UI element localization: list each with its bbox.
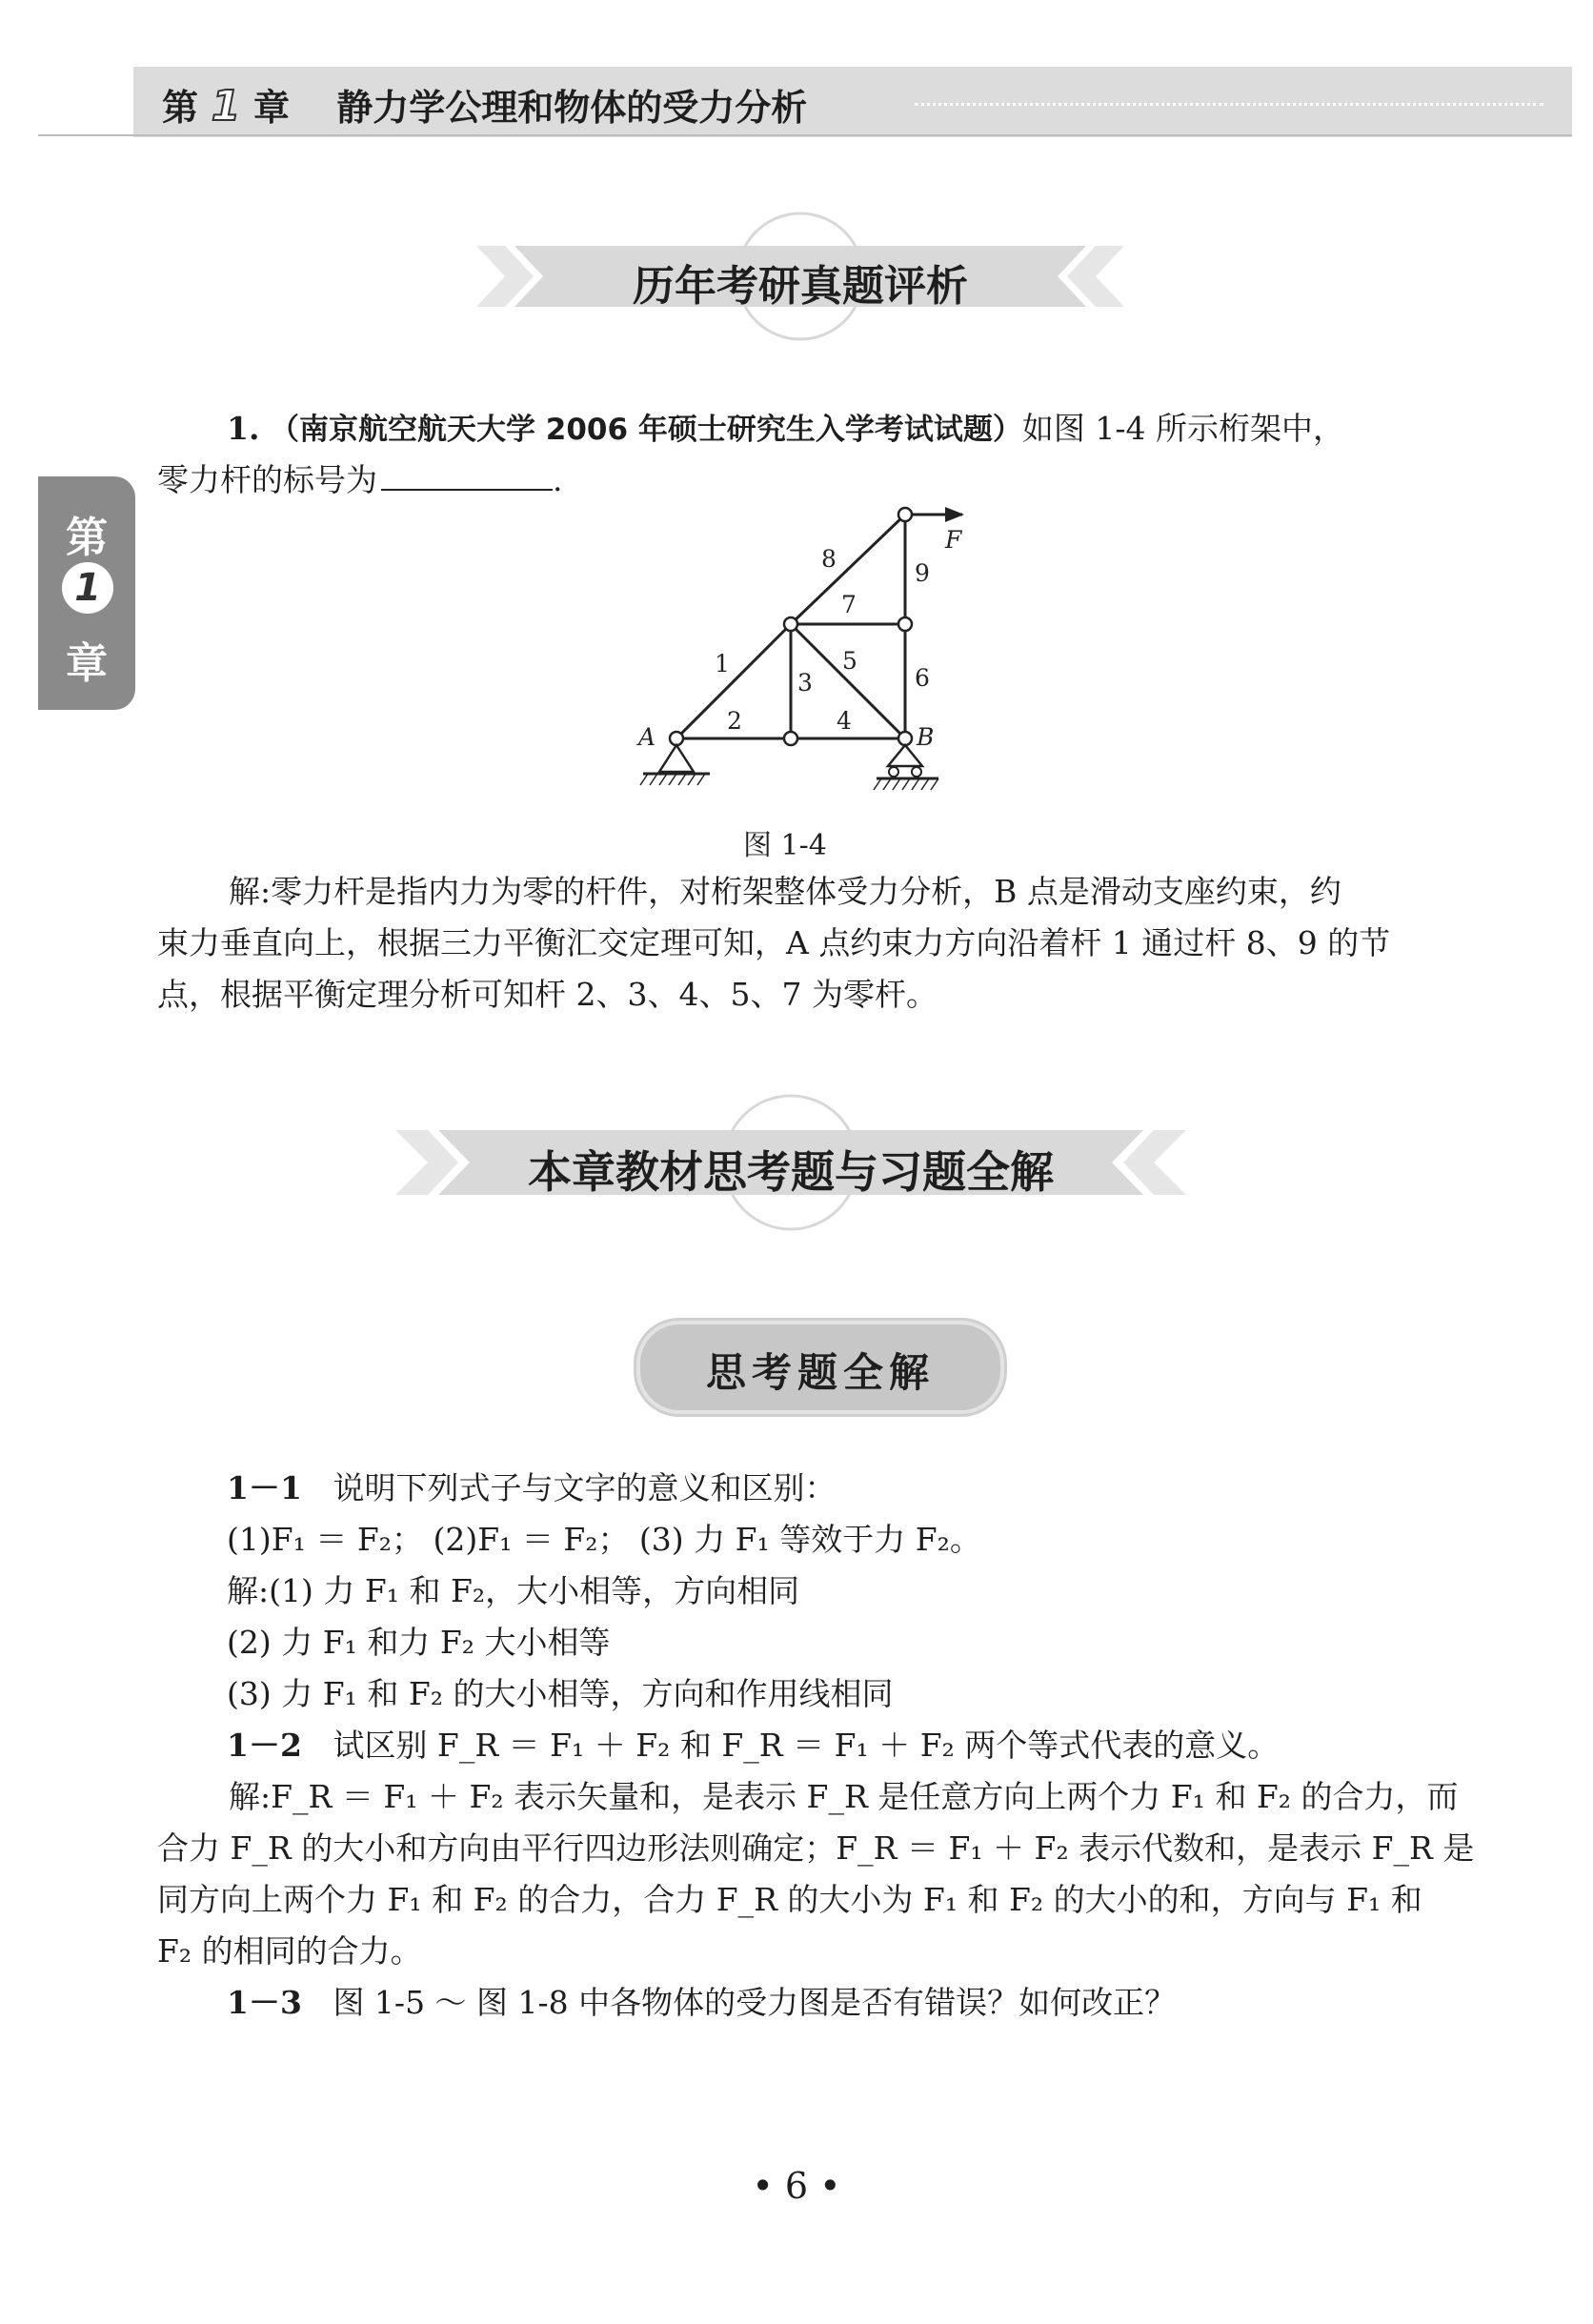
chapter-title: 静力学公理和物体的受力分析 <box>336 87 808 129</box>
subsection-title: 思考题全解 <box>705 1349 935 1396</box>
label-F: F <box>945 526 962 554</box>
support-A <box>659 745 694 772</box>
q1-1-options: (1)F₁ ＝ F₂； (2)F₁ ＝ F₂； (3) 力 F₁ 等效于力 F₂。 <box>227 1521 981 1558</box>
answer-blank <box>381 460 553 491</box>
q1-2-answer1: 解:F_R ＝ F₁ ＋ F₂ 表示矢量和，是表示 F_R 是任意方向上两个力 F₁ 和 F₂ 的合力，而 <box>229 1778 1459 1815</box>
q1-1-line <box>227 1464 836 1513</box>
solution-1-line3: 点，根据平衡定理分析可知杆 2、3、4、5、7 为零杆。 <box>157 976 938 1013</box>
problem-1-number: 1. <box>227 410 260 447</box>
q1-2-question: 试区别 F_R ＝ F₁ ＋ F₂ 和 F_R ＝ F₁ ＋ F₂ 两个等式代表的意义。 <box>333 1727 1280 1764</box>
problem-1-line2 <box>157 455 563 505</box>
problem-1-question-line1: 如图 1-4 所示桁架中， <box>1021 410 1344 447</box>
side-tab-top: 第 <box>66 514 108 562</box>
header-dots <box>915 103 1543 106</box>
subsection-pill <box>636 1321 1004 1414</box>
chapter-prefix: 第 <box>162 87 199 129</box>
chapter-header <box>162 78 807 131</box>
figure-caption: 图 1-4 <box>743 829 827 862</box>
q1-1-answer2: (2) 力 F₁ 和力 F₂ 大小相等 <box>227 1624 611 1661</box>
label-member-6: 6 <box>915 664 930 692</box>
q1-2-line <box>227 1721 1279 1770</box>
section-banner-exam <box>476 210 1124 353</box>
label-member-9: 9 <box>915 559 930 587</box>
q1-3-number: 1－3 <box>227 1984 302 2021</box>
force-arrowhead <box>945 507 964 522</box>
label-member-3: 3 <box>797 669 813 697</box>
problem-1-line1 <box>227 404 1344 455</box>
problem-1-source: （南京航空航天大学 2006 年硕士研究生入学考试试题） <box>269 413 1022 447</box>
page-number: • 6 • <box>752 2165 841 2207</box>
q1-1-number: 1－1 <box>227 1469 302 1506</box>
section-title-exam: 历年考研真题评析 <box>633 262 968 311</box>
problem-1-question-end: . <box>553 461 563 498</box>
q1-1-answer3: (3) 力 F₁ 和 F₂ 的大小相等，方向和作用线相同 <box>227 1675 894 1712</box>
problem-1-question-line2: 零力杆的标号为 <box>157 461 377 498</box>
label-A: A <box>638 723 656 751</box>
q1-1-question: 说明下列式子与文字的意义和区别： <box>333 1469 837 1506</box>
chapter-side-tab <box>38 476 135 710</box>
section-title-textbook: 本章教材思考题与习题全解 <box>528 1146 1054 1198</box>
q1-2-number: 1－2 <box>227 1727 302 1764</box>
q1-1-answer1: 解:(1) 力 F₁ 和 F₂，大小相等，方向相同 <box>227 1572 800 1609</box>
side-tab-bottom: 章 <box>66 639 108 688</box>
q1-2-answer2: 合力 F_R 的大小和方向由平行四边形法则确定；F_R ＝ F₁ ＋ F₂ 表示代数和，是表示 F_R 是 <box>157 1829 1475 1867</box>
header-rule <box>38 134 1572 136</box>
label-member-5: 5 <box>842 647 857 675</box>
q1-2-answer4: F₂ 的相同的合力。 <box>157 1932 422 1970</box>
q1-2-answer3: 同方向上两个力 F₁ 和 F₂ 的合力，合力 F_R 的大小为 F₁ 和 F₂ 的大小的和，方向与 F₁ 和 <box>157 1881 1422 1918</box>
side-tab-number: 1 <box>62 562 113 614</box>
chapter-number: 1 <box>211 82 241 131</box>
label-member-2: 2 <box>727 707 742 735</box>
q1-3-line <box>227 1978 1176 2028</box>
section-banner-textbook <box>395 1086 1186 1239</box>
solution-1-line2: 束力垂直向上，根据三力平衡汇交定理可知，A 点约束力方向沿着杆 1 通过杆 8、9 的节 <box>157 924 1391 961</box>
chapter-suffix: 章 <box>253 87 291 129</box>
label-member-4: 4 <box>837 707 852 735</box>
label-B: B <box>917 723 935 751</box>
label-member-8: 8 <box>821 545 837 573</box>
solution-1-line1: 解:零力杆是指内力为零的杆件，对桁架整体受力分析，B 点是滑动支座约束，约 <box>229 873 1341 910</box>
q1-3-question: 图 1-5 ～ 图 1-8 中各物体的受力图是否有错误？如何改正？ <box>333 1984 1177 2021</box>
label-member-1: 1 <box>715 650 730 677</box>
truss-figure <box>610 495 972 810</box>
label-member-7: 7 <box>841 591 857 618</box>
